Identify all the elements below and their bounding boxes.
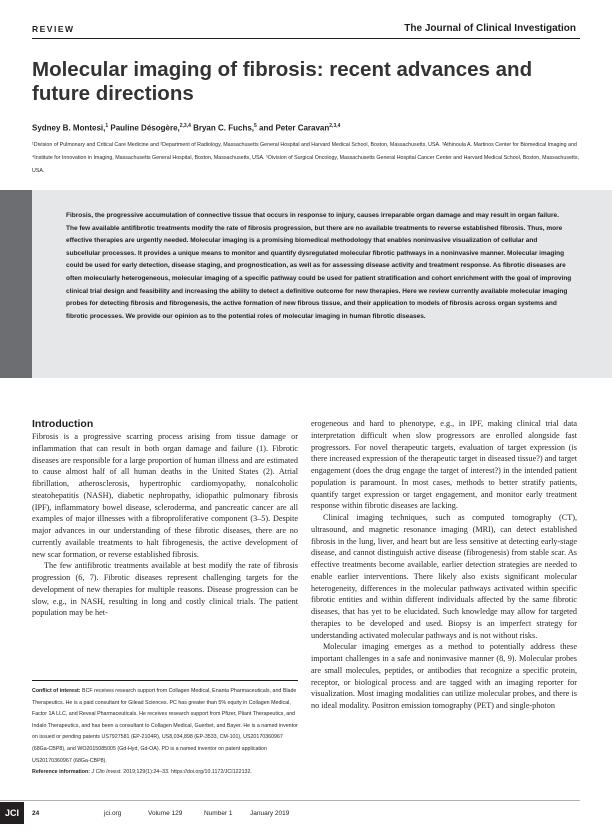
- author-name: Bryan C. Fuchs,: [193, 123, 254, 133]
- volume-label: Volume 129: [148, 810, 183, 817]
- issue-date: January 2019: [250, 810, 290, 817]
- conflict-of-interest: [32, 686, 298, 767]
- coi-text: BCF receives research support from Collagen Medical, Enanta Pharmaceuticals, and Blade Therapeutics. He is a paid consultant for Gilead Sciences. PC has greater than 5% equity in Collagen Medical, Factor 1A LLC, and Reveal Pharmaceuticals. He receives research support from Pfizer, Pliant Therapeutics, and Indalo Therapeutics, and has been a consultant to Collagen Medical, Guerbet, and Bayer. He is a named inventor on issued or pending patents US7927581 (EP-2104R), US8,034,898 (EP-3533, CM-101), US20170360967 (68Ga-CBP8), and WO2015085005 (Gd-Hyd, Gd-OA). PD is a named inventor on patent application US20170360967 (68Ga-CBP8).: [32, 688, 298, 764]
- author-name: Pauline Désogère,: [110, 123, 180, 133]
- reference-information: [32, 767, 298, 779]
- introduction-heading: Introduction: [32, 418, 94, 430]
- section-label: REVIEW: [32, 24, 75, 34]
- body-paragraph: Clinical imaging techniques, such as computed tomography (CT), ultrasound, and magnetic resonance imaging (MRI), can detect established fibrosis in the lung, liver, and heart but are less sensitive at detecting early-stage disease, and cannot distinguish active disease (fibrogenesis) from stable scar. As effective treatments become available, earlier detection strategies are needed to enable earlier interventions. There likely also exists significant molecular heterogeneity, differences in the molecular pathways activated within specific fibrotic entities and within different individuals affected by the same fibrotic diseases, that has yet to be elucidated. Such knowledge may allow for targeted therapies to be developed and used. Biopsy is an imperfect strategy for understanding activated molecular pathways and is not without risks.: [311, 513, 577, 640]
- footnotes: [32, 686, 298, 779]
- author-affiliation-mark: 5: [254, 123, 257, 129]
- author-affiliation-mark: 2,3,4: [179, 123, 191, 129]
- abstract-box: [0, 190, 612, 378]
- body-column-left: [32, 417, 298, 619]
- reference-label: Reference information:: [32, 769, 90, 776]
- header-rule: [32, 38, 580, 39]
- article-title: Molecular imaging of fibrosis: recent advances and future directions: [32, 58, 533, 105]
- author-name: and Peter Caravan: [259, 123, 330, 133]
- issue-number: Number 1: [204, 810, 233, 817]
- page-number: 24: [32, 810, 40, 817]
- notes-rule: [32, 680, 298, 681]
- author-affiliation-mark: 1: [105, 123, 109, 129]
- reference-journal: J Clin Invest.: [91, 769, 122, 776]
- journal-name: The Journal of Clinical Investigation: [404, 23, 576, 34]
- body-paragraph: erogeneous and hard to phenotype, e.g., in IPF, making clinical trial data interpretation difficult when slow progressors are enrolled alongside fast progressors. For novel therapeutic targets, evaluation of target expression (is there increased expression of the therapeutic target in diseased tissue?) and target engagement (does the drug engage the target of interest?) in the intended patient population is paramount. In most cases, methods to better stratify patients, quantify target expression or target engagement, and monitor early treatment response within fibrotic diseases are lacking.: [311, 419, 577, 511]
- body-column-right: [311, 418, 577, 712]
- abstract-side-bar: [0, 190, 32, 378]
- affiliations: ¹Division of Pulmonary and Critical Care Medicine and ²Department of Radiology, Massachusetts General Hospital and Harvard Medical School, Boston, Massachusetts, USA. ³Athinoula A. Martinos Center for Biomedical Imaging and ⁴Institute for Innovation in Imaging, Massachusetts General Hospital, Boston, Massachusetts, USA. ⁵Division of Surgical Oncology, Massachusetts General Hospital Cancer Center and Harvard Medical School, Boston, Massachusetts, USA.: [32, 142, 579, 174]
- reference-doi[interactable]: 2019;129(1):24–33. https://doi.org/10.1172/JCI122132.: [123, 769, 252, 776]
- author-affiliation-mark: 2,3,4: [329, 123, 341, 129]
- body-paragraph: Molecular imaging emerges as a method to potentially address these important challenges in a safe and noninvasive manner (8, 9). Molecular probes are small molecules, peptides, or antibodies that recognize a specific protein, receptor, or biological process and are tagged with an imaging reporter for visualization. Most imaging modalities can utilize molecular probes, and there is no ideal modality. Positron emission tomography (PET) and single-photon: [311, 642, 577, 710]
- author-list: [32, 123, 340, 133]
- abstract-text: Fibrosis, the progressive accumulation of connective tissue that occurs in response to injury, causes irreparable organ damage and may result in organ failure. The few available antifibrotic treatments modify the rate of fibrosis progression, but there are no available treatments to reverse established fibrosis. Thus, more effective therapies are urgently needed. Molecular imaging is a promising biomedical methodology that enables noninvasive visualization of cellular and subcellular processes. It provides a unique means to monitor and quantify dysregulated molecular fibrotic pathways in a noninvasive manner. Molecular imaging could be used for early detection, disease staging, and prognostication, as well as for assessing disease activity and treatment response. As fibrotic diseases are often molecularly heterogeneous, molecular imaging of a specific pathway could be used for patient stratification and cohort enrichment with the goal of improving clinical trial design and feasibility and increasing the ability to detect a definitive outcome for new therapies. Here we review currently available molecular imaging probes for detecting fibrosis and fibrogenesis, the active formation of new fibrous tissue, and their application to models of fibrosis across organ systems and fibrotic processes. We provide our opinion as to the potential roles of molecular imaging in human fibrotic diseases.: [66, 212, 572, 320]
- body-paragraph: Fibrosis is a progressive scarring process arising from tissue damage or inflammation that can result in both organ damage and failure (1). Fibrotic diseases are responsible for a large proportion of human illness and are estimated to cause almost half of all human deaths in the United States (2). Atrial fibrillation, atherosclerosis, hypertrophic cardiomyopathy, nonalcoholic steatohepatitis (NASH), diabetic nephropathy, idiopathic pulmonary fibrosis (IPF), inflammatory bowel disease, scleroderma, and pancreatic cancer are all examples of major illnesses with a fibroproliferative component (3–5). Despite major advances in our understanding of these fibrotic diseases, there are no currently available treatments to halt fibrogenesis, the active development of new scar formation, or reverse established fibrosis.: [32, 432, 298, 559]
- site-link[interactable]: jci.org: [104, 810, 122, 817]
- coi-label: Conflict of interest:: [32, 688, 81, 694]
- body-paragraph: The few antifibrotic treatments available at best modify the rate of fibrosis progression (6, 7). Fibrotic diseases represent challenging targets for the development of new therapies for multiple reasons. Disease progression can be slow, e.g., in NASH, resulting in long and costly clinical trials. The patient population may be het-: [32, 561, 298, 618]
- author-name: Sydney B. Montesi,: [32, 123, 106, 133]
- footer-rule: [0, 800, 580, 801]
- jci-logo: JCI: [0, 802, 24, 824]
